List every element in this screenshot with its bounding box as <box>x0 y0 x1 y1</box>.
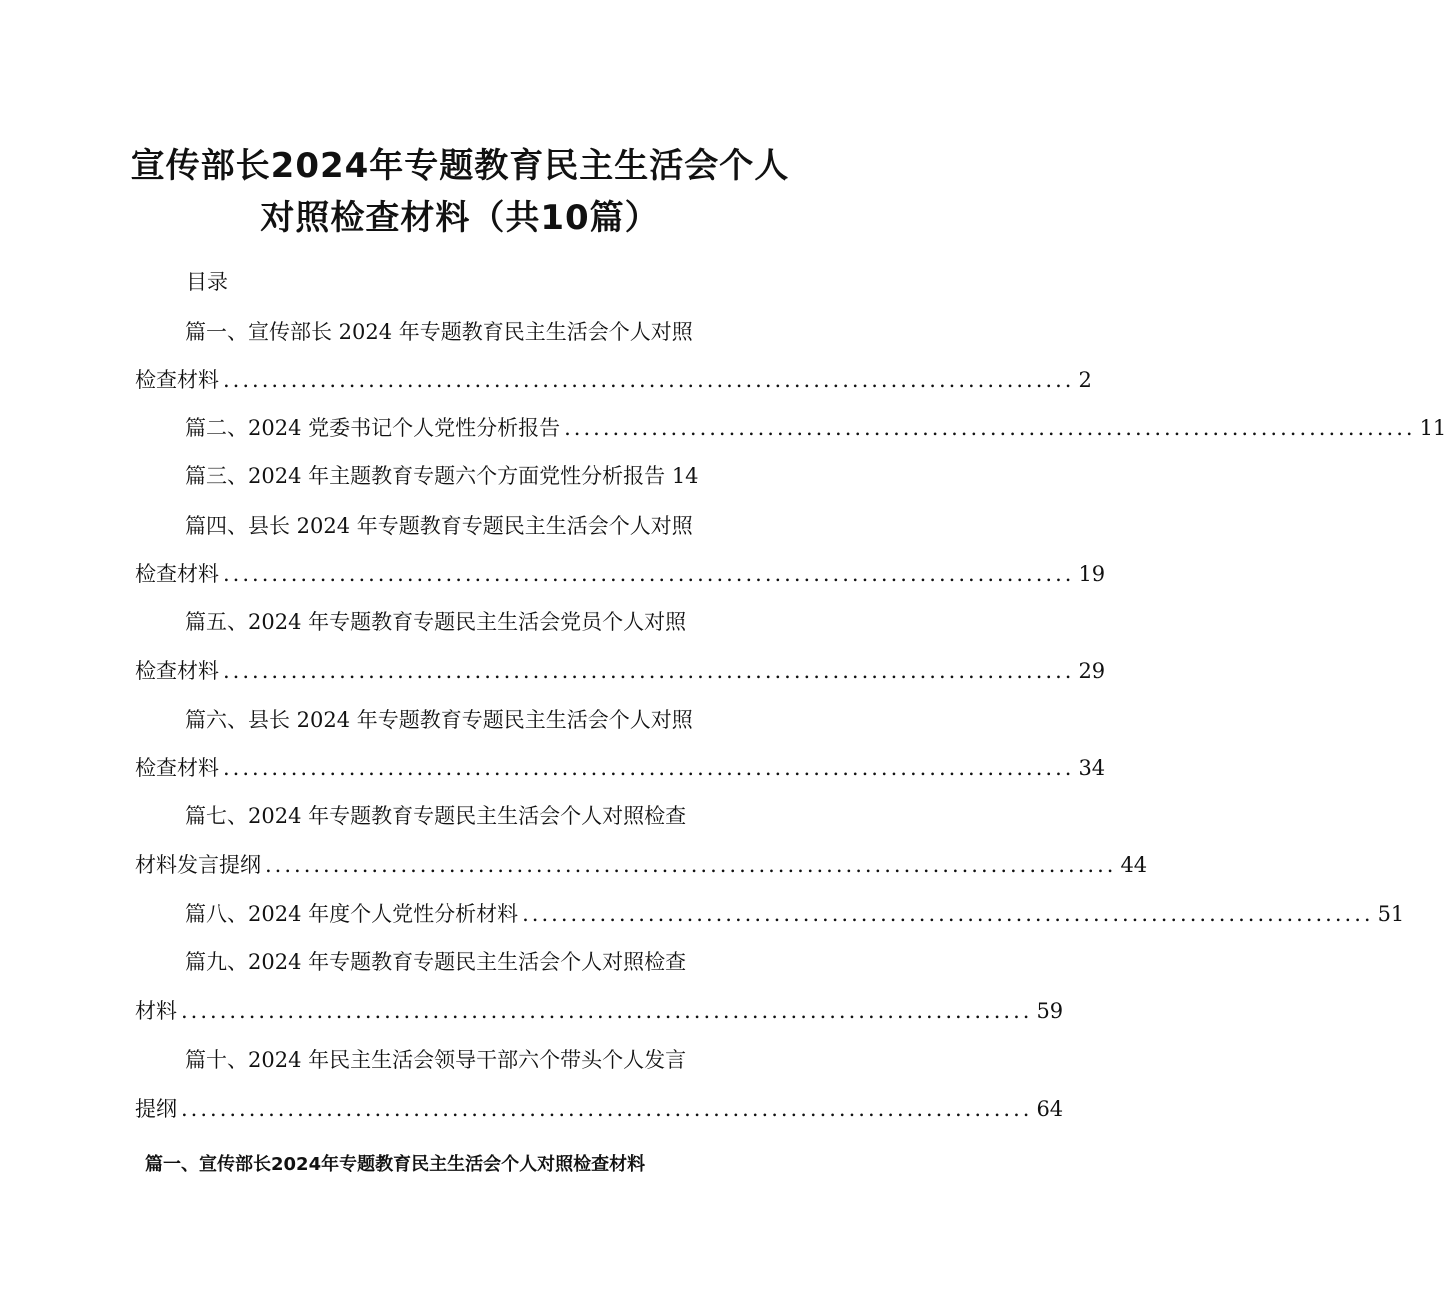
toc-page-number: 34 <box>1078 756 1106 780</box>
toc-page-number: 59 <box>1036 999 1064 1023</box>
toc-entry-9-line-2[interactable] <box>135 996 1064 1026</box>
toc-leader-dots: ........................................................................................ <box>223 756 1075 780</box>
toc-entry-6-line-1[interactable]: 篇六、县长 2024 年专题教育专题民主生活会个人对照 <box>185 708 693 732</box>
toc-page-number: 14 <box>671 464 699 488</box>
toc-entry-9-line-1[interactable]: 篇九、2024 年专题教育专题民主生活会个人对照检查 <box>185 950 687 974</box>
document-title-line-2: 对照检查材料（共10篇） <box>260 198 660 238</box>
toc-entry-8[interactable] <box>185 899 1405 929</box>
toc-page-number: 29 <box>1078 659 1106 683</box>
toc-entry-text: 检查材料 <box>135 659 219 683</box>
toc-entry-text: 提纲 <box>135 1097 177 1121</box>
toc-entry-7-line-1[interactable]: 篇七、2024 年专题教育专题民主生活会个人对照检查 <box>185 804 687 828</box>
toc-leader-dots: ........................................................................................ <box>564 416 1416 440</box>
toc-leader-dots: ........................................................................................ <box>181 999 1033 1023</box>
toc-leader-dots: ........................................................................................ <box>181 1097 1033 1121</box>
toc-entry-1-line-1[interactable]: 篇一、宣传部长 2024 年专题教育民主生活会个人对照 <box>185 320 693 344</box>
toc-entry-5-line-2[interactable] <box>135 656 1106 686</box>
toc-leader-dots: ........................................................................................ <box>522 902 1374 926</box>
toc-entry-1-line-2[interactable] <box>135 365 1092 395</box>
toc-leader-dots: ........................................................................................ <box>223 562 1075 586</box>
toc-page-number: 11 <box>1419 416 1446 440</box>
toc-entry-text: 检查材料 <box>135 756 219 780</box>
toc-entry-2[interactable] <box>185 413 1446 443</box>
toc-entry-text: 材料发言提纲 <box>135 853 261 877</box>
toc-page-number: 19 <box>1078 562 1106 586</box>
toc-entry-3[interactable] <box>185 461 699 491</box>
toc-page-number: 64 <box>1036 1097 1064 1121</box>
toc-leader-dots: ........................................................................................ <box>265 853 1117 877</box>
toc-entry-7-line-2[interactable] <box>135 850 1148 880</box>
toc-entry-6-line-2[interactable] <box>135 753 1106 783</box>
document-title-line-1: 宣传部长2024年专题教育民主生活会个人 <box>130 146 790 186</box>
toc-entry-text: 篇八、2024 年度个人党性分析材料 <box>185 902 519 926</box>
toc-leader-dots: ........................................................................................ <box>223 368 1075 392</box>
toc-page-number: 44 <box>1120 853 1148 877</box>
toc-entry-text: 检查材料 <box>135 368 219 392</box>
toc-entry-10-line-1[interactable]: 篇十、2024 年民主生活会领导干部六个带头个人发言 <box>185 1048 687 1072</box>
toc-entry-text: 篇二、2024 党委书记个人党性分析报告 <box>185 416 561 440</box>
toc-heading: 目录 <box>186 270 228 294</box>
toc-page-number: 2 <box>1078 368 1092 392</box>
toc-entry-4-line-2[interactable] <box>135 559 1106 589</box>
toc-entry-text: 材料 <box>135 999 177 1023</box>
toc-entry-text: 检查材料 <box>135 562 219 586</box>
toc-leader-dots: ........................................................................................ <box>223 659 1075 683</box>
toc-entry-4-line-1[interactable]: 篇四、县长 2024 年专题教育专题民主生活会个人对照 <box>185 514 693 538</box>
toc-page-number: 51 <box>1377 902 1405 926</box>
section-title: 篇一、宣传部长2024年专题教育民主生活会个人对照检查材料 <box>145 1154 646 1175</box>
toc-entry-text: 篇三、2024 年主题教育专题六个方面党性分析报告 <box>185 464 666 488</box>
toc-entry-5-line-1[interactable]: 篇五、2024 年专题教育专题民主生活会党员个人对照 <box>185 610 687 634</box>
toc-entry-10-line-2[interactable] <box>135 1094 1064 1124</box>
